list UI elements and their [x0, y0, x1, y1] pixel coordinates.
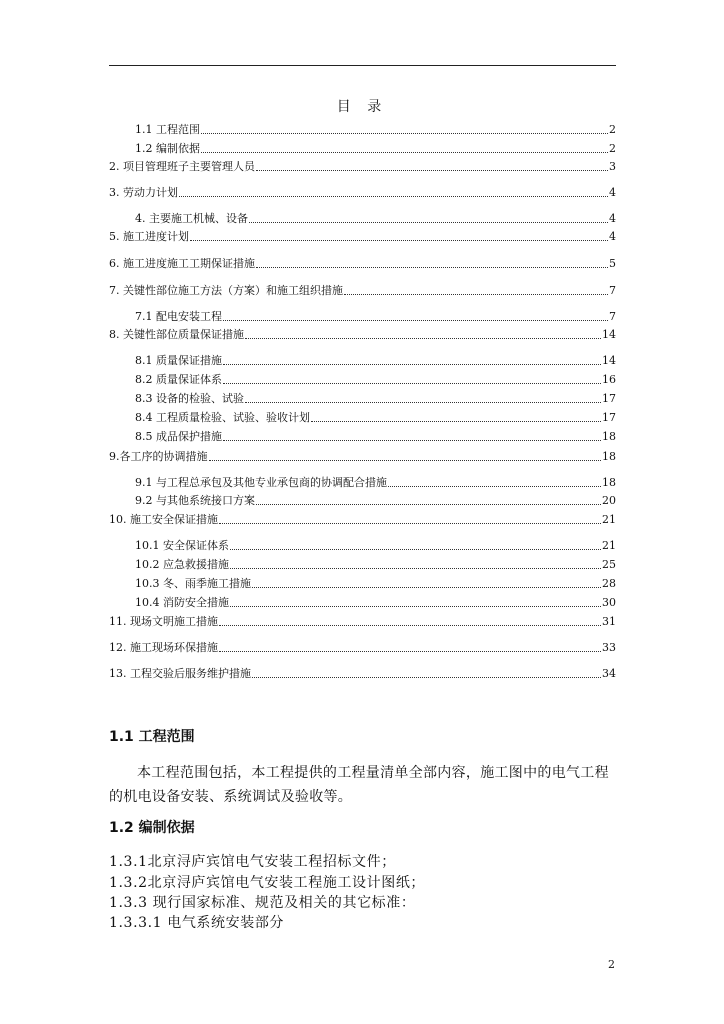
toc-entry-label: 8.4 工程质量检验、试验、验收计划	[135, 411, 310, 424]
toc-entry-page: 33	[602, 641, 616, 654]
toc-entry-label: 10.1 安全保证体系	[135, 539, 229, 552]
toc-entry-page: 18	[602, 450, 616, 463]
toc-entry-page: 30	[602, 596, 616, 609]
toc-entry-label: 8. 关键性部位质量保证措施	[109, 328, 244, 341]
toc-leader-dots	[245, 401, 601, 403]
toc-entry-label: 10. 施工安全保证措施	[109, 513, 218, 526]
toc-entry-page: 17	[602, 392, 616, 405]
toc-entry-page: 28	[602, 577, 616, 590]
basis-line: 1.3.2北京浔庐宾馆电气安装工程施工设计图纸；	[109, 875, 426, 891]
toc-entry-page: 18	[602, 430, 616, 443]
toc-entry-label: 8.5 成品保护措施	[135, 430, 222, 443]
toc-entry[interactable]	[135, 309, 616, 325]
toc-entry[interactable]	[135, 493, 616, 509]
toc-leader-dots	[252, 586, 601, 588]
toc-entry-label: 13. 工程交验后服务维护措施	[109, 667, 251, 680]
toc-entry[interactable]	[135, 576, 616, 592]
toc-entry[interactable]	[135, 538, 616, 554]
toc-entry[interactable]	[109, 327, 616, 343]
toc-leader-dots	[249, 221, 608, 223]
toc-entry[interactable]	[135, 429, 616, 445]
toc-leader-dots	[201, 132, 608, 134]
toc-title: 目 录	[336, 99, 388, 115]
toc-entry-page: 4	[609, 186, 616, 199]
toc-leader-dots	[201, 151, 608, 153]
toc-entry[interactable]	[135, 475, 616, 491]
toc-entry[interactable]	[135, 410, 616, 426]
toc-leader-dots	[223, 439, 601, 441]
toc-leader-dots	[219, 624, 601, 626]
page-number: 2	[608, 958, 615, 971]
toc-entry-label: 5. 施工进度计划	[109, 230, 189, 243]
toc-leader-dots	[388, 485, 601, 487]
toc-entry-label: 10.4 消防安全措施	[135, 596, 229, 609]
toc-leader-dots	[223, 319, 608, 321]
toc-entry-label: 8.3 设备的检验、试验	[135, 392, 244, 405]
toc-entry-page: 3	[609, 160, 616, 173]
basis-line: 1.3.3.1 电气系统安装部分	[109, 915, 285, 931]
toc-entry[interactable]	[109, 229, 616, 245]
toc-entry-page: 21	[602, 513, 616, 526]
toc-leader-dots	[190, 239, 608, 241]
toc-leader-dots	[219, 522, 601, 524]
toc-entry-label: 9.各工序的协调措施	[109, 450, 208, 463]
toc-entry-page: 16	[602, 373, 616, 386]
toc-entry-label: 10.3 冬、雨季施工措施	[135, 577, 251, 590]
toc-entry-page: 18	[602, 476, 616, 489]
toc-leader-dots	[223, 382, 601, 384]
toc-entry-label: 10.2 应急救援措施	[135, 558, 229, 571]
toc-leader-dots	[209, 459, 602, 461]
toc-entry-label: 11. 现场文明施工措施	[109, 615, 218, 628]
toc-entry-label: 9.1 与工程总承包及其他专业承包商的协调配合措施	[135, 476, 387, 489]
toc-leader-dots	[311, 420, 601, 422]
toc-entry[interactable]	[109, 159, 616, 175]
toc-entry-label: 6. 施工进度施工工期保证措施	[109, 257, 255, 270]
toc-entry-page: 7	[609, 310, 616, 323]
toc-entry-label: 7.1 配电安装工程	[135, 310, 222, 323]
toc-entry-page: 34	[602, 667, 616, 680]
toc-entry-label: 3. 劳动力计划	[109, 186, 178, 199]
toc-entry[interactable]	[109, 449, 616, 465]
toc-entry[interactable]	[135, 211, 616, 227]
header-rule	[109, 65, 616, 66]
toc-entry-label: 1.1 工程范围	[135, 123, 200, 136]
section-heading-1-1: 1.1 工程范围	[109, 729, 195, 745]
toc-entry[interactable]	[109, 614, 616, 630]
basis-line: 1.3.1北京浔庐宾馆电气安装工程招标文件；	[109, 854, 396, 870]
toc-entry[interactable]	[109, 283, 616, 299]
toc-entry-label: 8.2 质量保证体系	[135, 373, 222, 386]
toc-entry[interactable]	[109, 256, 616, 272]
toc-entry[interactable]	[135, 372, 616, 388]
toc-entry-page: 17	[602, 411, 616, 424]
toc-entry[interactable]	[135, 595, 616, 611]
toc-entry[interactable]	[109, 666, 616, 682]
toc-entry[interactable]	[135, 391, 616, 407]
scope-paragraph: 本工程范围包括，本工程提供的工程量清单全部内容，施工图中的电气工程的机电设备安装、系统调试及验收等。	[109, 765, 609, 805]
toc-leader-dots	[256, 503, 601, 505]
toc-entry-label: 12. 施工现场环保措施	[109, 641, 218, 654]
toc-entry-page: 21	[602, 539, 616, 552]
toc-leader-dots	[344, 293, 608, 295]
toc-entry[interactable]	[135, 141, 616, 157]
toc-entry[interactable]	[109, 512, 616, 528]
section-heading-1-2: 1.2 编制依据	[109, 820, 195, 836]
toc-entry-page: 31	[602, 615, 616, 628]
toc-entry-page: 14	[602, 354, 616, 367]
toc-leader-dots	[252, 676, 601, 678]
toc-leader-dots	[256, 169, 608, 171]
toc-leader-dots	[219, 650, 601, 652]
toc-leader-dots	[230, 567, 601, 569]
toc-entry-page: 25	[602, 558, 616, 571]
toc-leader-dots	[230, 605, 601, 607]
toc-entry-label: 2. 项目管理班子主要管理人员	[109, 160, 255, 173]
toc-leader-dots	[179, 195, 608, 197]
toc-entry-page: 7	[609, 284, 616, 297]
toc-entry-label: 8.1 质量保证措施	[135, 354, 222, 367]
toc-entry-page: 14	[602, 328, 616, 341]
toc-entry-page: 20	[602, 494, 616, 507]
toc-entry[interactable]	[109, 640, 616, 656]
toc-entry-label: 9.2 与其他系统接口方案	[135, 494, 255, 507]
toc-entry-page: 4	[609, 230, 616, 243]
toc-leader-dots	[256, 266, 608, 268]
toc-entry-label: 1.2 编制依据	[135, 142, 200, 155]
toc-leader-dots	[223, 363, 601, 365]
basis-line: 1.3.3 现行国家标准、规范及相关的其它标准：	[109, 895, 416, 911]
toc-entry[interactable]	[135, 122, 616, 138]
toc-entry-label: 4. 主要施工机械、设备	[135, 212, 248, 225]
toc-entry[interactable]	[135, 557, 616, 573]
toc-leader-dots	[230, 548, 601, 550]
toc-entry-page: 2	[609, 123, 616, 136]
toc-leader-dots	[245, 337, 601, 339]
toc-entry-label: 7. 关键性部位施工方法（方案）和施工组织措施	[109, 284, 343, 297]
toc-entry-page: 4	[609, 212, 616, 225]
toc-entry-page: 5	[609, 257, 616, 270]
toc-entry-page: 2	[609, 142, 616, 155]
toc-entry[interactable]	[135, 353, 616, 369]
toc-entry[interactable]	[109, 185, 616, 201]
